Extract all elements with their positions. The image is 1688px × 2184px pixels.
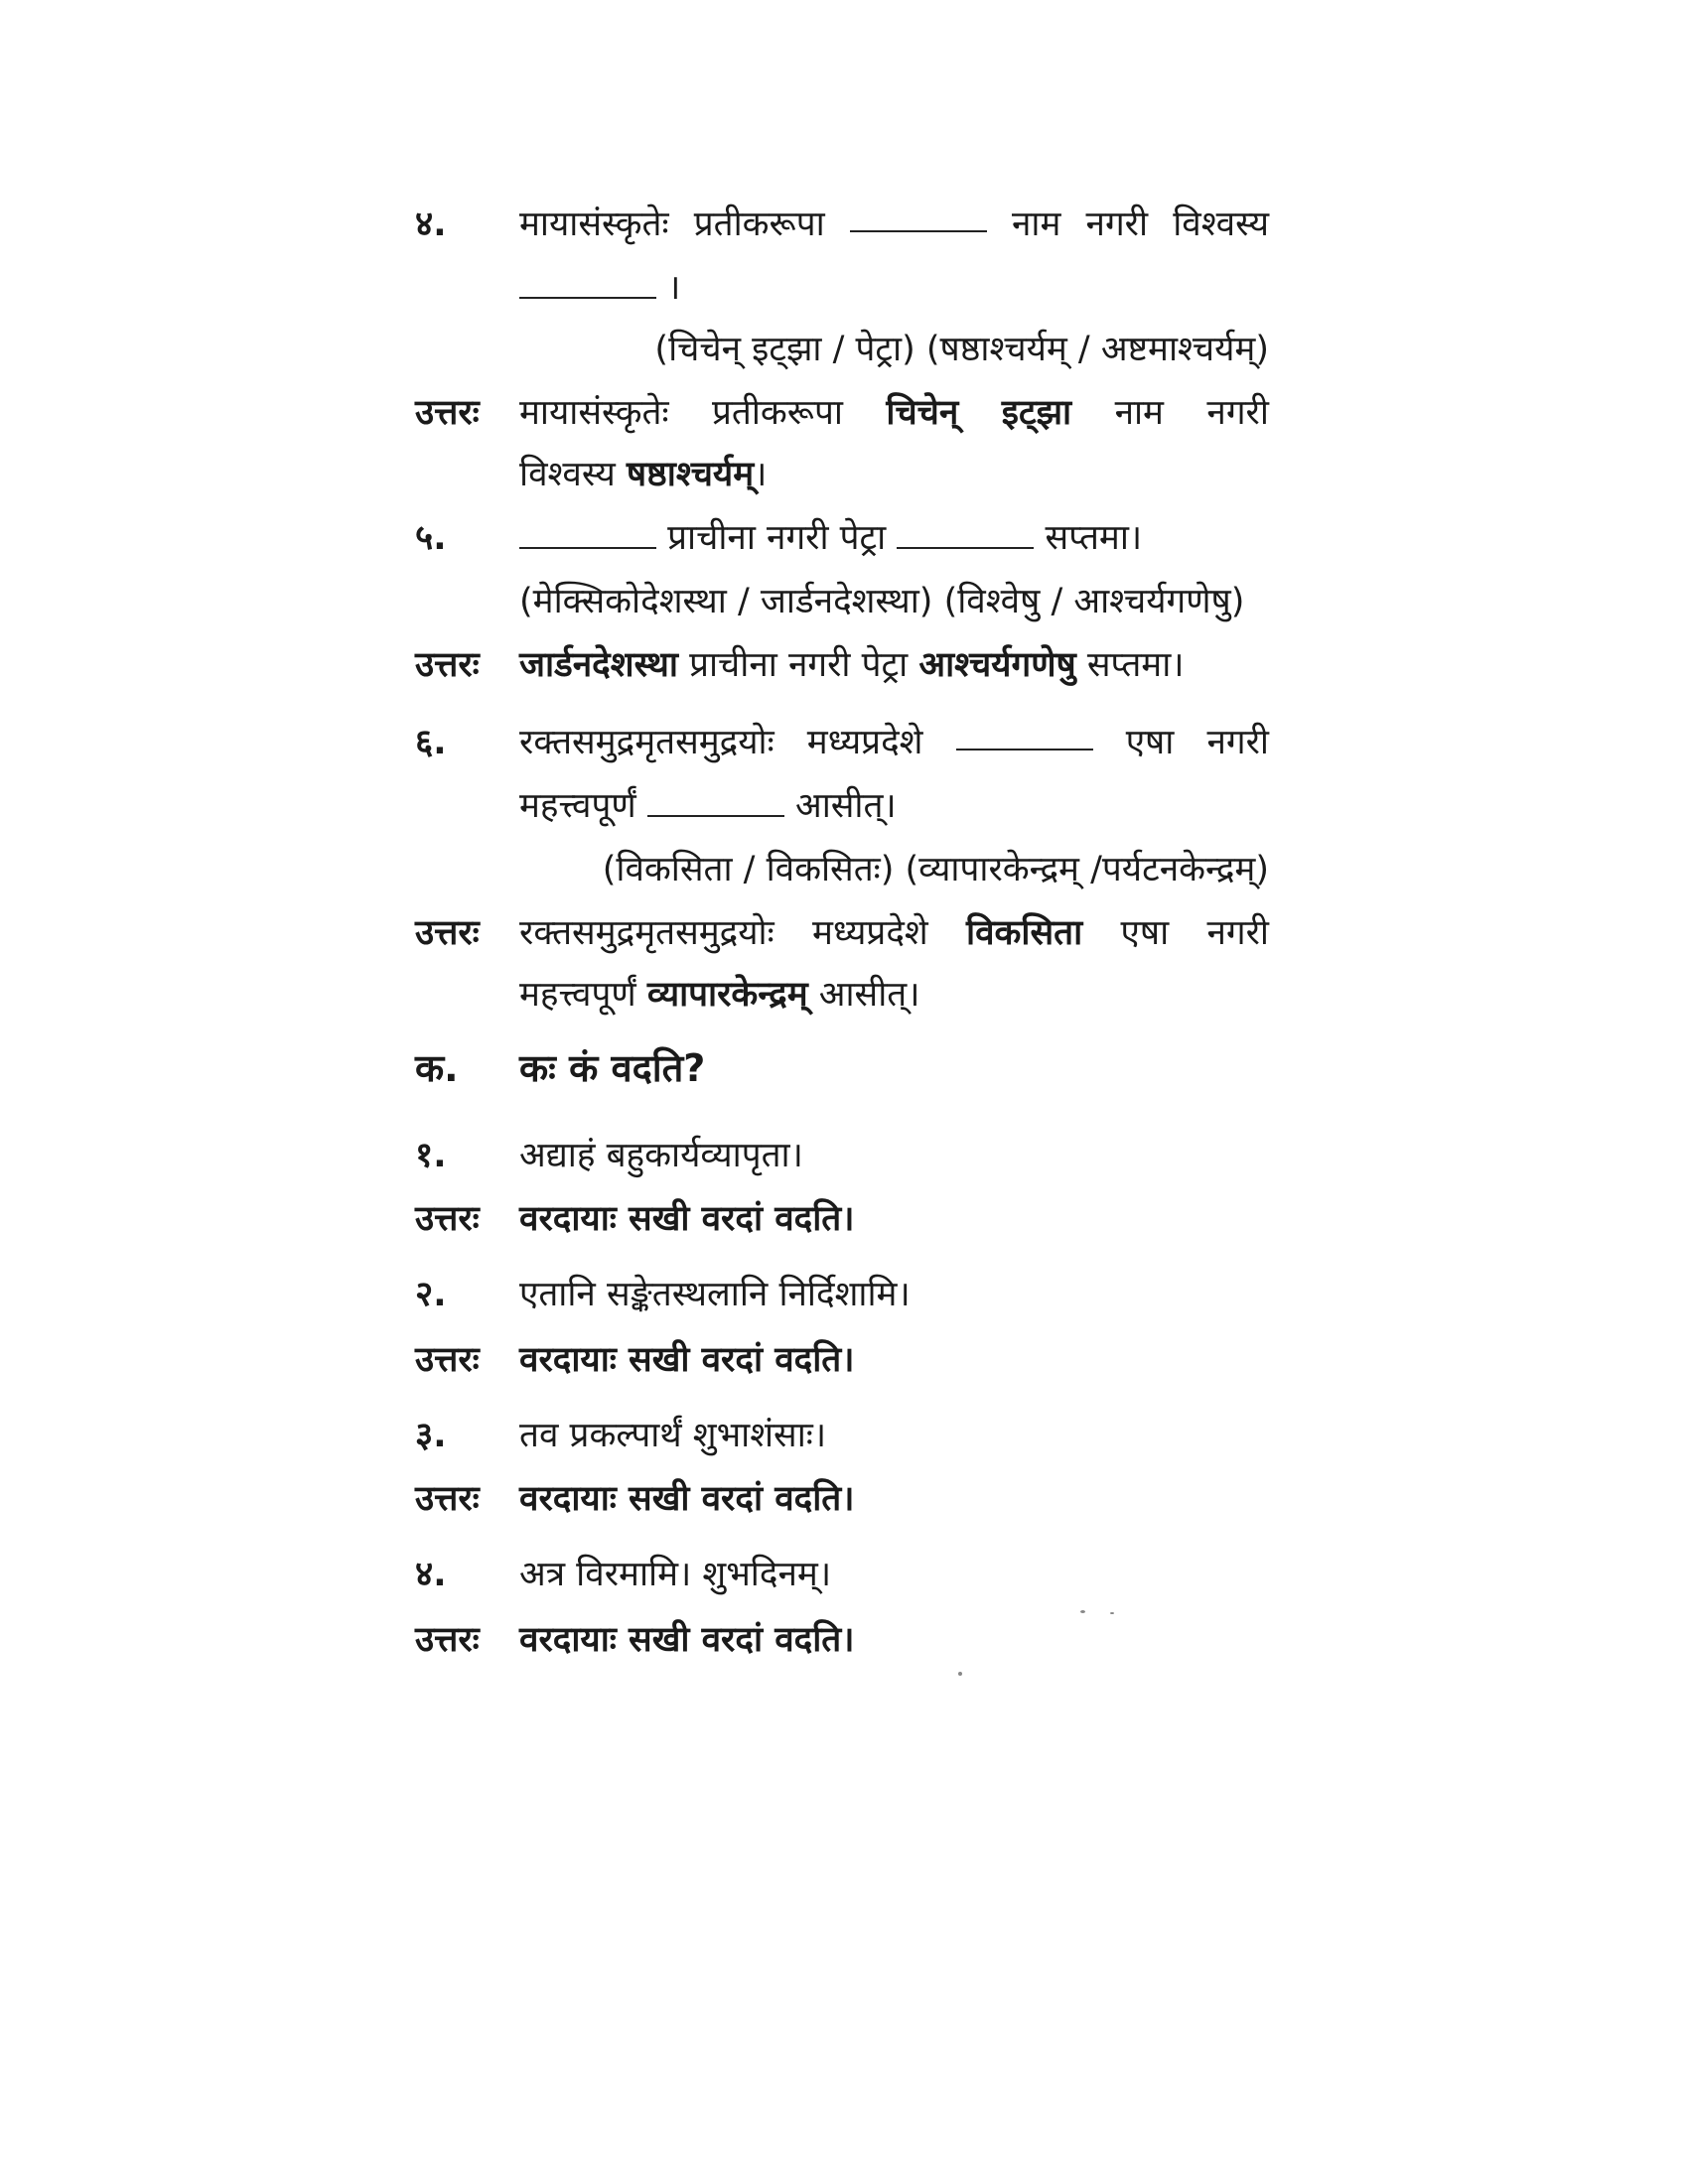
section-title: कः कं वदति? [519, 1046, 706, 1090]
item-number: ४. [415, 1555, 447, 1594]
item-text: तव प्रकल्पार्थं शुभाशंसाः। [519, 1416, 827, 1455]
answer-label: उत्तरः [415, 1479, 480, 1519]
section-label: क. [415, 1046, 459, 1090]
fill-blank [897, 517, 1034, 549]
fill-blank [956, 719, 1093, 751]
item-text: अत्र विरमामि। शुभदिनम्। [519, 1555, 832, 1594]
answer-text: वरदायाः सखी वरदां वदति। [519, 1199, 855, 1239]
worksheet-page: ४. मायासंस्कृतेः प्रतीकरूपा नाम नगरी विश्वस्य । (चिचेन् इट्झा / पेट्रा) (षष्ठाश्चर्यम् / अष्टमाश्चर्यम्) उत्तरः मायासंस्कृतेः प्रतीकरूपा चिचेन् इट्झा नाम नगरी विश्वस्य षष्ठाश्चर्यम्। ५. प्राचीना नगरी पेट्रा सप्तमा। (मेक्सिकोदेशस्था / जार्डनदेशस्था) (विश्वेषु / आश्चर्यगणेषु) उत्तरः जार्डनदेशस्था प्राचीना नगरी पेट्रा आश्चर्यगणेषु सप्तमा। ६. रक्तसमुद्रमृतसमुद्रयोः मध्यप्रदेशे एषा नगरी महत्त्वपूर्णं आसीत्। (विकसिता / विकसितः) (व्यापारकेन्द्रम् /पर्यटनकेन्द्रम्) उत्तरः रक्तसमुद्रमृतसमुद्रयोः मध्यप्रदेशे विकसिता एषा नगरी महत्त्वपूर्णं व्यापारकेन्द्रम् आसीत्। क. कः कं वदति? १. अद्याहं बहुकार्यव्यापृता। उत्तरः वरदायाः सखी वरदां वदति। २. एतानि सङ्केतस्थलानि निर्दिशामि। उत्तरः वरदायाः सखी वरदां वदति। ३. तव प्रकल्पार्थं शुभाशंसाः। उत्तरः वरदायाः सखी वरदां वदति। ४. अत्र विरमामि। शुभदिनम्। उत्तरः वरदायाः सखी वरदां वदति। [0, 0, 1688, 2184]
item-text: अद्याहं बहुकार्यव्यापृता। [519, 1136, 803, 1175]
answer-label: उत्तरः [415, 393, 480, 433]
fill-blank [850, 201, 987, 232]
answer-text: वरदायाः सखी वरदां वदति। [519, 1620, 855, 1660]
question-number: ५. [415, 518, 447, 558]
question-4-options: (चिचेन् इट्झा / पेट्रा) (षष्ठाश्चर्यम् / अष्टमाश्चर्यम्) [654, 330, 1269, 369]
answer-label: उत्तरः [415, 1620, 480, 1660]
item-number: १. [415, 1136, 447, 1175]
item-text: एतानि सङ्केतस्थलानि निर्दिशामि। [519, 1275, 911, 1314]
answer-text: वरदायाः सखी वरदां वदति। [519, 1340, 855, 1380]
answer-label: उत्तरः [415, 645, 480, 685]
question-number: ४. [415, 205, 447, 244]
fill-blank [519, 517, 656, 549]
fill-blank [519, 267, 656, 299]
fill-blank [647, 785, 784, 817]
answer-label: उत्तरः [415, 1199, 480, 1239]
scan-speck [1110, 1612, 1114, 1614]
question-6-options: (विकसिता / विकसितः) (व्यापारकेन्द्रम् /पर्यटनकेन्द्रम्) [602, 850, 1269, 889]
question-number: ६. [415, 723, 447, 762]
item-number: २. [415, 1275, 447, 1314]
scan-speck [958, 1672, 962, 1676]
scan-speck [1080, 1610, 1085, 1613]
answer-label: उत्तरः [415, 913, 480, 953]
item-number: ३. [415, 1416, 447, 1455]
answer-text: वरदायाः सखी वरदां वदति। [519, 1479, 855, 1519]
answer-label: उत्तरः [415, 1340, 480, 1380]
